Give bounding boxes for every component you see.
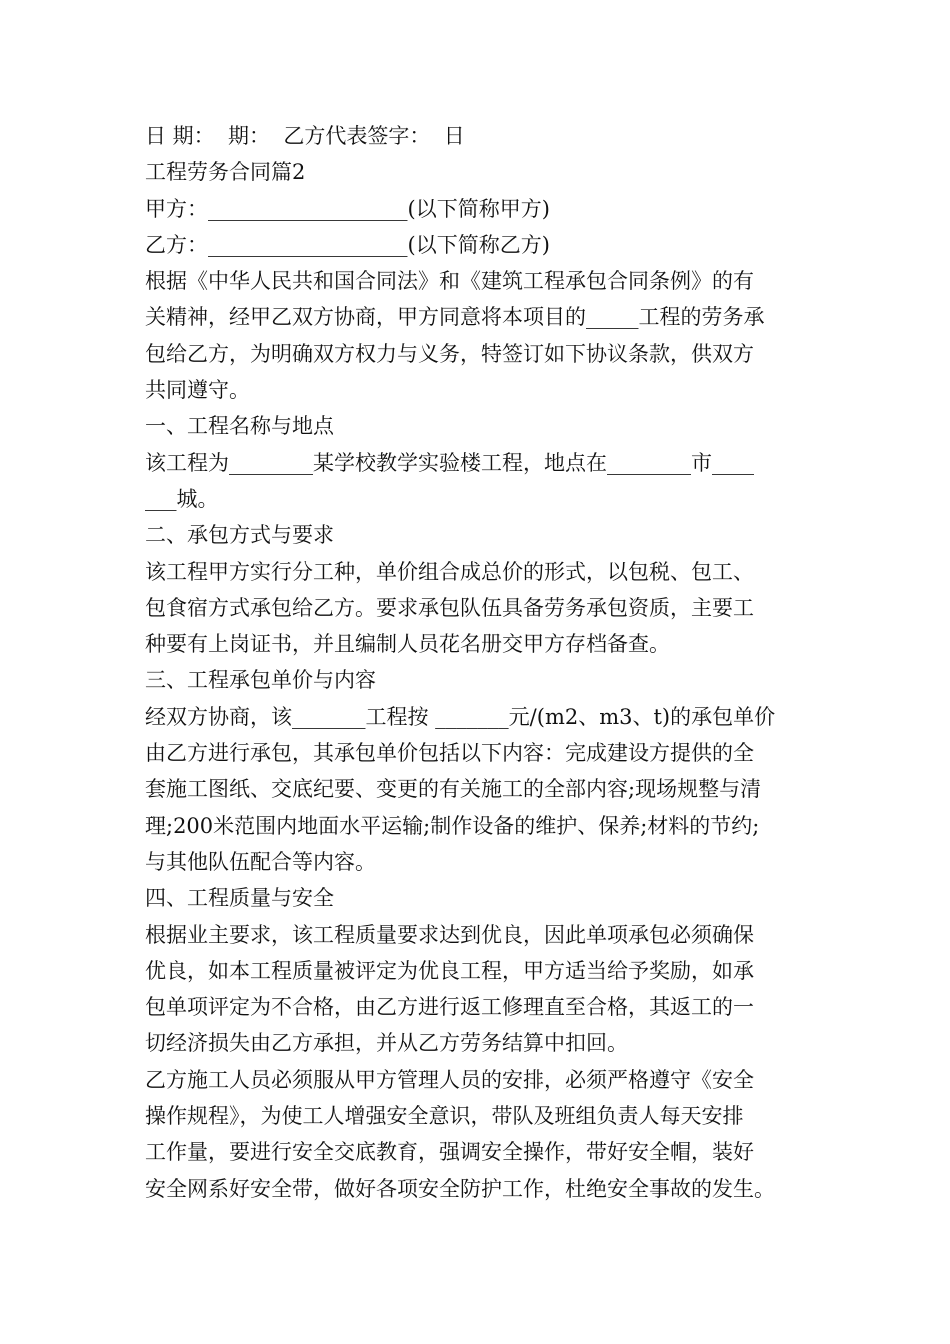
party-b-line: 乙方：___________________(以下简称乙方) (145, 232, 550, 257)
paragraph-line: 理;200米范围内地面水平运输;制作设备的维护、保养;材料的节约; (145, 813, 760, 838)
clause-heading: 三、工程承包单价与内容 (145, 668, 376, 693)
party-a-line: 甲方：___________________(以下简称甲方) (145, 196, 550, 221)
paragraph-line: 根据业主要求，该工程质量要求达到优良，因此单项承包必须确保 (145, 922, 754, 947)
paragraph-line: 包给乙方，为明确双方权力与义务，特签订如下协议条款，供双方 (145, 341, 754, 366)
paragraph-line: 乙方施工人员必须服从甲方管理人员的安排，必须严格遵守《安全 (145, 1067, 754, 1092)
paragraph-line: ___城。 (145, 486, 219, 511)
paragraph-line: 该工程为________某学校教学实验楼工程，地点在________市____ (145, 450, 754, 475)
paragraph-line: 由乙方进行承包，其承包单价包括以下内容：完成建设方提供的全 (145, 741, 754, 766)
paragraph-line: 包单项评定为不合格，由乙方进行返工修理直至合格，其返工的一 (145, 995, 754, 1020)
paragraph-line: 优良，如本工程质量被评定为优良工程，甲方适当给予奖励，如承 (145, 958, 754, 983)
paragraph-line: 切经济损失由乙方承担，并从乙方劳务结算中扣回。 (145, 1031, 628, 1056)
section-heading: 工程劳务合同篇2 (145, 160, 306, 185)
paragraph-line: 种要有上岗证书，并且编制人员花名册交甲方存档备查。 (145, 632, 670, 657)
paragraph-line: 关精神，经甲乙双方协商，甲方同意将本项目的_____工程的劳务承 (145, 305, 765, 330)
paragraph-line: 包食宿方式承包给乙方。要求承包队伍具备劳务承包资质，主要工 (145, 595, 754, 620)
paragraph-line: 根据《中华人民共和国合同法》和《建筑工程承包合同条例》的有 (145, 269, 754, 294)
clause-heading: 二、承包方式与要求 (145, 523, 334, 548)
paragraph-line: 工作量，要进行安全交底教育，强调安全操作，带好安全帽，装好 (145, 1140, 754, 1165)
document-body (145, 118, 825, 1207)
paragraph-line: 该工程甲方实行分工种，单价组合成总价的形式，以包税、包工、 (145, 559, 754, 584)
paragraph-line: 套施工图纸、交底纪要、变更的有关施工的全部内容;现场规整与清 (145, 777, 762, 802)
clause-heading: 一、工程名称与地点 (145, 414, 334, 439)
paragraph-line: 操作规程》，为使工人增强安全意识，带队及班组负责人每天安排 (145, 1104, 744, 1129)
paragraph-line: 经双方协商，该_______工程按 _______元/(m2、m3、t)的承包单价 (145, 704, 776, 729)
paragraph-line: 与其他队伍配合等内容。 (145, 849, 376, 874)
paragraph-line: 安全网系好安全带，做好各项安全防护工作，杜绝安全事故的发生。 (145, 1176, 775, 1201)
paragraph-line: 共同遵守。 (145, 378, 250, 403)
signature-date-line: 日 期： 期： 乙方代表签字： 日 (145, 124, 465, 148)
clause-heading: 四、工程质量与安全 (145, 886, 334, 911)
